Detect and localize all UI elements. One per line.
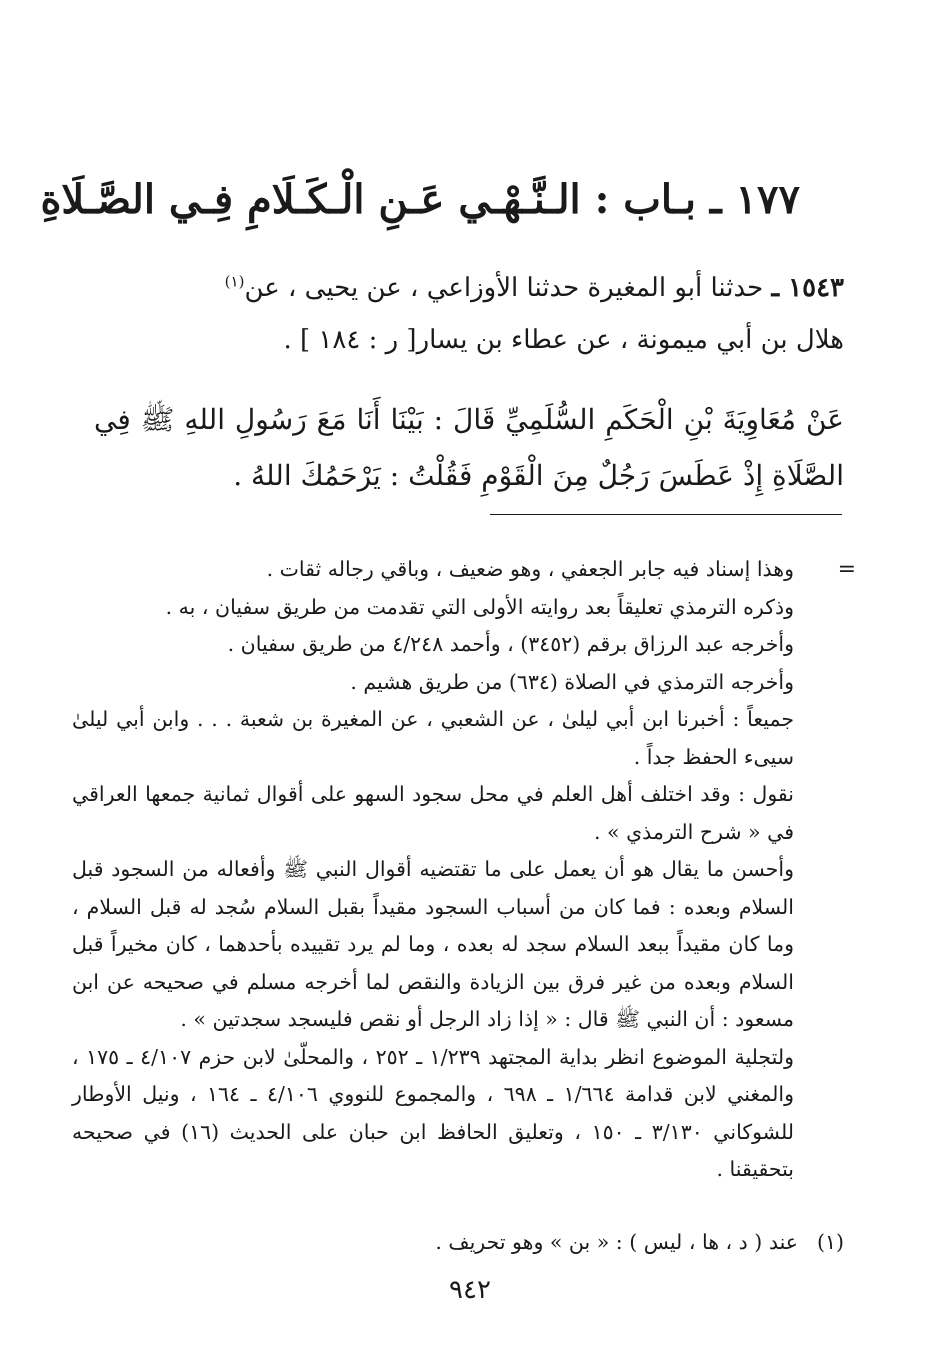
footnote-text: عند ( د ، ها ، ليس ) : « بن » وهو تحريف .	[435, 1230, 798, 1254]
notes-section	[72, 551, 794, 1189]
continuation-mark: =	[837, 557, 856, 582]
note-paragraph: نقول : وقد اختلف أهل العلم في محل سجود السهو على أقوال ثمانية جمعها العراقي في « شرح الترمذي » .	[72, 782, 794, 844]
footnote-divider	[490, 514, 842, 515]
hadith-chain	[94, 262, 844, 366]
hadith-number: ١٥٤٣ ـ	[771, 273, 844, 303]
footnote-marker[interactable]: (١)	[224, 272, 245, 291]
note-paragraph: جميعاً : أخبرنا ابن أبي ليلىٰ ، عن الشعبي ، عن المغيرة بن شعبة . . . وابن أبي ليلىٰ سيىء الحفظ جداً .	[72, 707, 794, 769]
page-number: ٩٤٢	[449, 1275, 491, 1305]
hadith-text: عَنْ مُعَاوِيَةَ بْنِ الْحَكَمِ السُّلَمِيِّ قَالَ : بَيْنَا أَنَا مَعَ رَسُولِ اللهِ ﷺ فِي الصَّلَاةِ إِذْ عَطَسَ رَجُلٌ مِنَ الْقَوْمِ فَقُلْتُ : يَرْحَمُكَ اللهُ .	[94, 403, 844, 492]
note-paragraph: وأحسن ما يقال هو أن يعمل على ما تقتضيه أقوال النبي ﷺ وأفعاله من السجود قبل السلام وبعده : فما كان من أسباب السجود مقيداً بقبل السلام سُجد له قبل السلام ، وما كان مقيداً ببعد السلام سجد له بعده ، وما لم يرد تقييده بأحدهما ، كان مخيراً قبل السلام وبعده من غير فرق بين الزيادة والنقص لما أخرجه مسلم في صحيحه عن ابن مسعود : أن النبي ﷺ قال : « إذا زاد الرجل أو نقص فليسجد سجدتين » .	[72, 857, 794, 1031]
note-paragraph: ولتجلية الموضوع انظر بداية المجتهد ١/٢٣٩ ـ ٢٥٢ ، والمحلّىٰ لابن حزم ٤/١٠٧ ـ ١٧٥ ، والمغني لابن قدامة ١/٦٦٤ ـ ٦٩٨ ، والمجموع للنووي ٤/١٠٦ ـ ١٦٤ ، ونيل الأوطار للشوكاني ٣/١٣٠ ـ ١٥٠ ، وتعليق الحافظ ابن حبان على الحديث (١٦) في صحيحه بتحقيقنا .	[72, 1044, 794, 1181]
note-paragraph: وهذا إسناد فيه جابر الجعفي ، وهو ضعيف ، وباقي رجاله ثقات .	[266, 557, 794, 581]
chapter-title: ١٧٧ ـ بـاب : الـنَّـهْـي عَـنِ الْـكَـلَامِ فِـي الصَّـلَاةِ	[40, 176, 800, 223]
note-paragraph: وأخرجه الترمذي في الصلاة (٦٣٤) من طريق هشيم .	[350, 669, 794, 694]
hadith-chain-line1: حدثنا أبو المغيرة حدثنا الأوزاعي ، عن يحيى ، عن	[244, 273, 764, 303]
footnote-number: (١)	[816, 1230, 844, 1254]
note-paragraph: وأخرجه عبد الرزاق برقم (٣٤٥٢) ، وأحمد ٤/٢٤٨ من طريق سفيان .	[227, 632, 794, 656]
footnote	[94, 1225, 844, 1259]
note-paragraph: وذكره الترمذي تعليقاً بعد روايته الأولى التي تقدمت من طريق سفيان ، به .	[165, 594, 794, 619]
hadith-chain-line2: هلال بن أبي ميمونة ، عن عطاء بن يسار[ ر : ١٨٤ ] .	[283, 325, 844, 355]
